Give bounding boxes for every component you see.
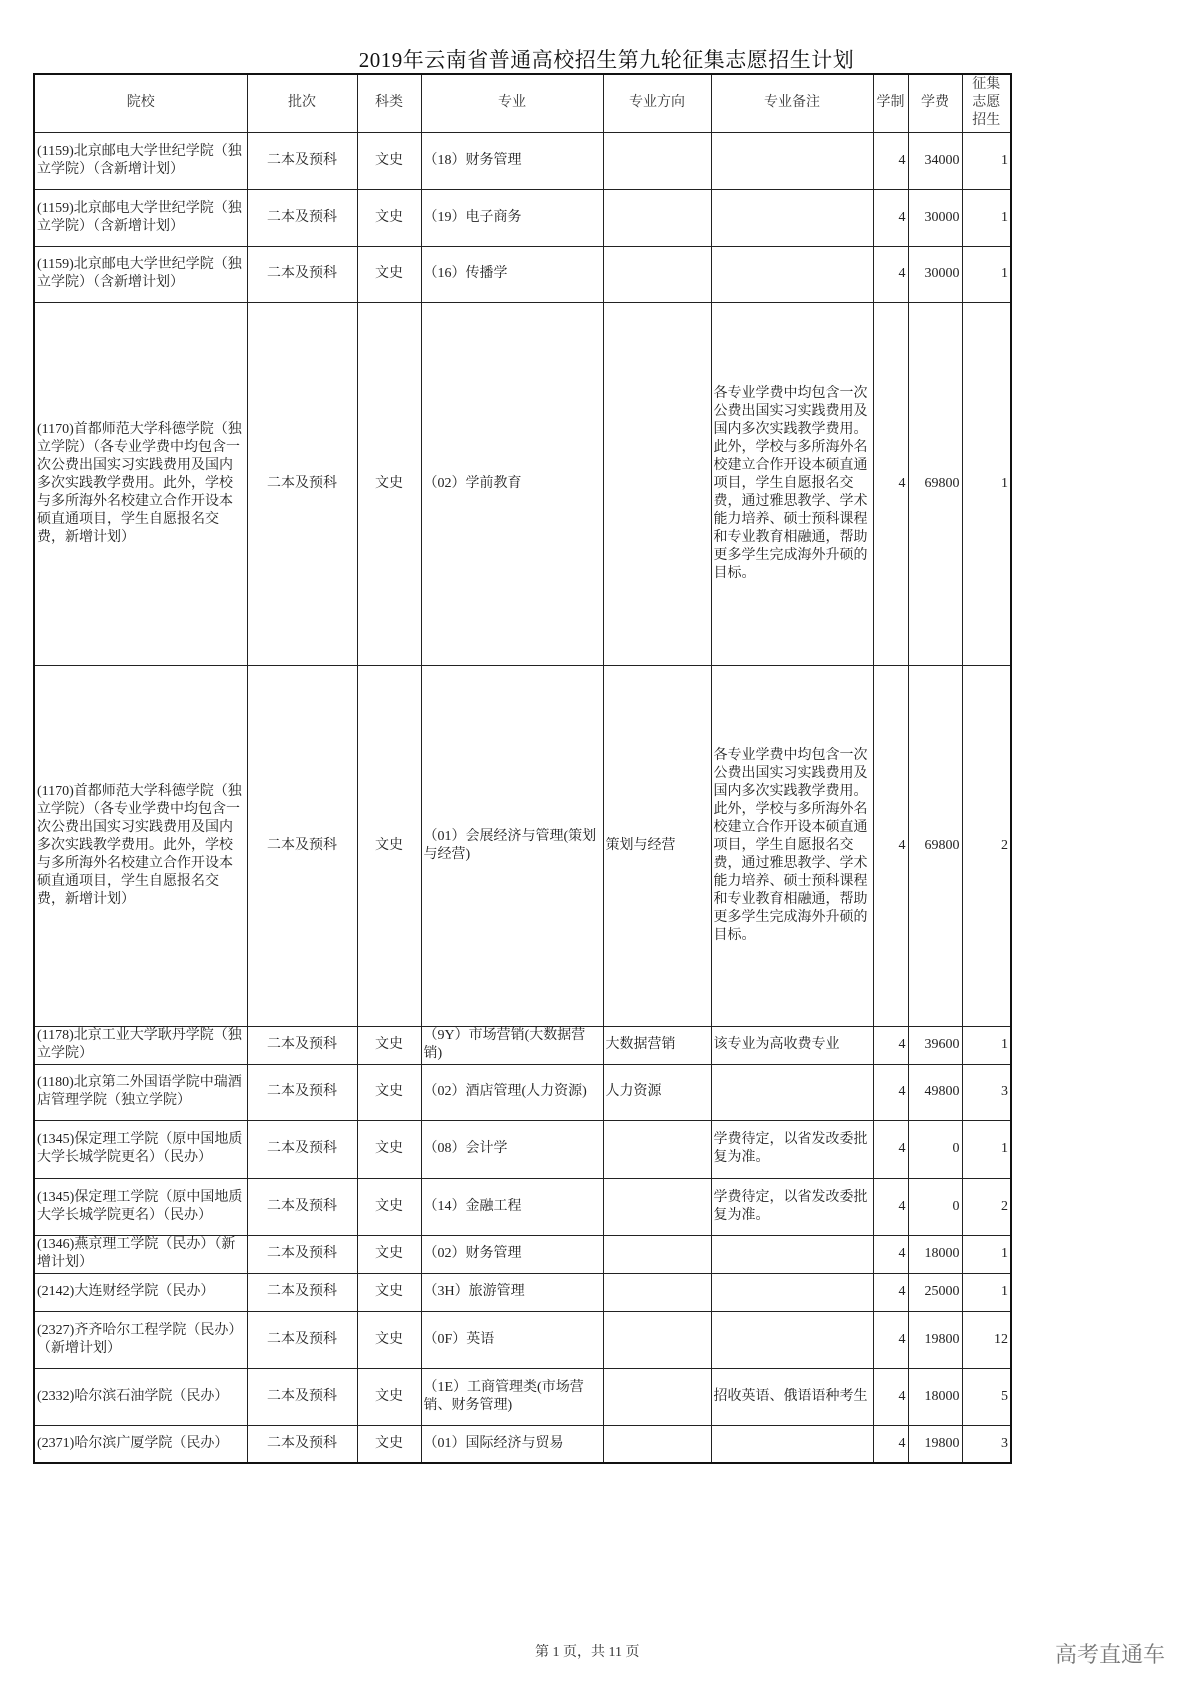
fee-cell: 19800 xyxy=(908,1425,962,1463)
major-cell: （0F）英语 xyxy=(421,1311,603,1368)
batch-cell: 二本及预科 xyxy=(247,1311,357,1368)
school-cell: (1178)北京工业大学耿丹学院（独立学院） xyxy=(34,1026,247,1064)
table-row xyxy=(34,1425,1011,1463)
category-cell: 文史 xyxy=(357,302,421,665)
fee-cell: 0 xyxy=(908,1120,962,1178)
direction-cell: 策划与经营 xyxy=(603,665,711,1026)
table-row xyxy=(34,1311,1011,1368)
category-cell: 文史 xyxy=(357,1311,421,1368)
years-cell: 4 xyxy=(873,302,908,665)
header-years: 学制 xyxy=(873,74,908,132)
table-row xyxy=(34,1235,1011,1273)
direction-cell xyxy=(603,1273,711,1311)
years-cell: 4 xyxy=(873,1425,908,1463)
major-cell: （08）会计学 xyxy=(421,1120,603,1178)
batch-cell: 二本及预科 xyxy=(247,1235,357,1273)
quota-cell: 2 xyxy=(962,1178,1011,1235)
header-quota: 征集志愿招生 xyxy=(962,74,1011,132)
years-cell: 4 xyxy=(873,1064,908,1120)
quota-cell: 1 xyxy=(962,246,1011,302)
note-cell: 学费待定，以省发改委批复为准。 xyxy=(711,1120,873,1178)
direction-cell xyxy=(603,1120,711,1178)
header-major: 专业 xyxy=(421,74,603,132)
batch-cell: 二本及预科 xyxy=(247,1425,357,1463)
batch-cell: 二本及预科 xyxy=(247,189,357,246)
quota-cell: 3 xyxy=(962,1425,1011,1463)
major-cell: （18）财务管理 xyxy=(421,132,603,189)
batch-cell: 二本及预科 xyxy=(247,132,357,189)
category-cell: 文史 xyxy=(357,246,421,302)
page-title: 2019年云南省普通高校招生第九轮征集志愿招生计划 xyxy=(358,48,855,72)
header-row xyxy=(34,74,1011,132)
direction-cell xyxy=(603,1178,711,1235)
enrollment-plan-table xyxy=(33,73,1012,1464)
batch-cell: 二本及预科 xyxy=(247,1120,357,1178)
batch-cell: 二本及预科 xyxy=(247,1368,357,1425)
school-cell: (1345)保定理工学院（原中国地质大学长城学院更名）（民办） xyxy=(34,1120,247,1178)
major-cell: （01）会展经济与管理(策划与经营) xyxy=(421,665,603,1026)
batch-cell: 二本及预科 xyxy=(247,665,357,1026)
fee-cell: 34000 xyxy=(908,132,962,189)
years-cell: 4 xyxy=(873,189,908,246)
quota-cell: 1 xyxy=(962,189,1011,246)
note-cell xyxy=(711,1273,873,1311)
quota-cell: 1 xyxy=(962,132,1011,189)
direction-cell xyxy=(603,246,711,302)
fee-cell: 49800 xyxy=(908,1064,962,1120)
batch-cell: 二本及预科 xyxy=(247,1273,357,1311)
header-note: 专业备注 xyxy=(711,74,873,132)
batch-cell: 二本及预科 xyxy=(247,1178,357,1235)
batch-cell: 二本及预科 xyxy=(247,246,357,302)
years-cell: 4 xyxy=(873,665,908,1026)
years-cell: 4 xyxy=(873,1178,908,1235)
header-batch: 批次 xyxy=(247,74,357,132)
note-cell xyxy=(711,1235,873,1273)
direction-cell xyxy=(603,1368,711,1425)
fee-cell: 18000 xyxy=(908,1235,962,1273)
table-row xyxy=(34,1120,1011,1178)
category-cell: 文史 xyxy=(357,665,421,1026)
table-row xyxy=(34,132,1011,189)
category-cell: 文史 xyxy=(357,132,421,189)
major-cell: （02）酒店管理(人力资源) xyxy=(421,1064,603,1120)
years-cell: 4 xyxy=(873,1235,908,1273)
batch-cell: 二本及预科 xyxy=(247,1064,357,1120)
fee-cell: 69800 xyxy=(908,665,962,1026)
category-cell: 文史 xyxy=(357,1120,421,1178)
note-cell: 招收英语、俄语语种考生 xyxy=(711,1368,873,1425)
table-row xyxy=(34,1273,1011,1311)
category-cell: 文史 xyxy=(357,1425,421,1463)
category-cell: 文史 xyxy=(357,1273,421,1311)
direction-cell xyxy=(603,132,711,189)
batch-cell: 二本及预科 xyxy=(247,1026,357,1064)
years-cell: 4 xyxy=(873,132,908,189)
school-cell: (1159)北京邮电大学世纪学院（独立学院）（含新增计划） xyxy=(34,246,247,302)
major-cell: （1E）工商管理类(市场营销、财务管理) xyxy=(421,1368,603,1425)
years-cell: 4 xyxy=(873,1311,908,1368)
category-cell: 文史 xyxy=(357,1026,421,1064)
direction-cell xyxy=(603,1235,711,1273)
major-cell: （01）国际经济与贸易 xyxy=(421,1425,603,1463)
watermark: 高考直通车 xyxy=(1055,1643,1166,1668)
fee-cell: 19800 xyxy=(908,1311,962,1368)
major-cell: （16）传播学 xyxy=(421,246,603,302)
fee-cell: 25000 xyxy=(908,1273,962,1311)
batch-cell: 二本及预科 xyxy=(247,302,357,665)
note-cell xyxy=(711,246,873,302)
category-cell: 文史 xyxy=(357,1064,421,1120)
direction-cell: 人力资源 xyxy=(603,1064,711,1120)
direction-cell xyxy=(603,1311,711,1368)
major-cell: （9Y）市场营销(大数据营销) xyxy=(421,1026,603,1064)
quota-cell: 2 xyxy=(962,665,1011,1026)
note-cell: 该专业为高收费专业 xyxy=(711,1026,873,1064)
major-cell: （19）电子商务 xyxy=(421,189,603,246)
quota-cell: 12 xyxy=(962,1311,1011,1368)
quota-cell: 3 xyxy=(962,1064,1011,1120)
table-row xyxy=(34,1368,1011,1425)
school-cell: (1346)燕京理工学院（民办）（新增计划） xyxy=(34,1235,247,1273)
quota-cell: 1 xyxy=(962,1235,1011,1273)
category-cell: 文史 xyxy=(357,1178,421,1235)
school-cell: (1159)北京邮电大学世纪学院（独立学院）（含新增计划） xyxy=(34,132,247,189)
note-cell xyxy=(711,1311,873,1368)
quota-cell: 1 xyxy=(962,1273,1011,1311)
school-cell: (2142)大连财经学院（民办） xyxy=(34,1273,247,1311)
major-cell: （02）财务管理 xyxy=(421,1235,603,1273)
note-cell xyxy=(711,1064,873,1120)
fee-cell: 18000 xyxy=(908,1368,962,1425)
table-row xyxy=(34,1178,1011,1235)
table-row xyxy=(34,1064,1011,1120)
table-row xyxy=(34,302,1011,665)
header-category: 科类 xyxy=(357,74,421,132)
table-row xyxy=(34,1026,1011,1064)
fee-cell: 30000 xyxy=(908,189,962,246)
page-number: 第 1 页，共 11 页 xyxy=(535,1645,640,1660)
school-cell: (2327)齐齐哈尔工程学院（民办）（新增计划） xyxy=(34,1311,247,1368)
table-row xyxy=(34,189,1011,246)
years-cell: 4 xyxy=(873,1120,908,1178)
note-cell xyxy=(711,189,873,246)
school-cell: (1159)北京邮电大学世纪学院（独立学院）（含新增计划） xyxy=(34,189,247,246)
table-row xyxy=(34,246,1011,302)
major-cell: （14）金融工程 xyxy=(421,1178,603,1235)
direction-cell: 大数据营销 xyxy=(603,1026,711,1064)
direction-cell xyxy=(603,189,711,246)
note-cell: 各专业学费中均包含一次公费出国实习实践费用及国内多次实践教学费用。此外，学校与多所海外名校建立合作开设本硕直通项目，学生自愿报名交费，通过雅思教学、学术能力培养、硕士预科课程和专业教育相融通，帮助更多学生完成海外升硕的目标。 xyxy=(711,302,873,665)
category-cell: 文史 xyxy=(357,1235,421,1273)
years-cell: 4 xyxy=(873,1368,908,1425)
years-cell: 4 xyxy=(873,1273,908,1311)
header-school: 院校 xyxy=(34,74,247,132)
fee-cell: 0 xyxy=(908,1178,962,1235)
quota-cell: 5 xyxy=(962,1368,1011,1425)
major-cell: （3H）旅游管理 xyxy=(421,1273,603,1311)
school-cell: (1170)首都师范大学科德学院（独立学院）（各专业学费中均包含一次公费出国实习实践费用及国内多次实践教学费用。此外，学校与多所海外名校建立合作开设本硕直通项目，学生自愿报名交费，新增计划） xyxy=(34,302,247,665)
quota-cell: 1 xyxy=(962,302,1011,665)
category-cell: 文史 xyxy=(357,1368,421,1425)
fee-cell: 69800 xyxy=(908,302,962,665)
quota-cell: 1 xyxy=(962,1120,1011,1178)
direction-cell xyxy=(603,1425,711,1463)
header-fee: 学费 xyxy=(908,74,962,132)
fee-cell: 39600 xyxy=(908,1026,962,1064)
school-cell: (1180)北京第二外国语学院中瑞酒店管理学院（独立学院） xyxy=(34,1064,247,1120)
note-cell: 学费待定，以省发改委批复为准。 xyxy=(711,1178,873,1235)
table-row xyxy=(34,665,1011,1026)
note-cell xyxy=(711,1425,873,1463)
quota-cell: 1 xyxy=(962,1026,1011,1064)
school-cell: (2332)哈尔滨石油学院（民办） xyxy=(34,1368,247,1425)
school-cell: (1345)保定理工学院（原中国地质大学长城学院更名）（民办） xyxy=(34,1178,247,1235)
note-cell: 各专业学费中均包含一次公费出国实习实践费用及国内多次实践教学费用。此外，学校与多所海外名校建立合作开设本硕直通项目，学生自愿报名交费，通过雅思教学、学术能力培养、硕士预科课程和专业教育相融通，帮助更多学生完成海外升硕的目标。 xyxy=(711,665,873,1026)
category-cell: 文史 xyxy=(357,189,421,246)
school-cell: (2371)哈尔滨广厦学院（民办） xyxy=(34,1425,247,1463)
header-direction: 专业方向 xyxy=(603,74,711,132)
direction-cell xyxy=(603,302,711,665)
note-cell xyxy=(711,132,873,189)
school-cell: (1170)首都师范大学科德学院（独立学院）（各专业学费中均包含一次公费出国实习实践费用及国内多次实践教学费用。此外，学校与多所海外名校建立合作开设本硕直通项目，学生自愿报名交费，新增计划） xyxy=(34,665,247,1026)
years-cell: 4 xyxy=(873,1026,908,1064)
years-cell: 4 xyxy=(873,246,908,302)
fee-cell: 30000 xyxy=(908,246,962,302)
major-cell: （02）学前教育 xyxy=(421,302,603,665)
